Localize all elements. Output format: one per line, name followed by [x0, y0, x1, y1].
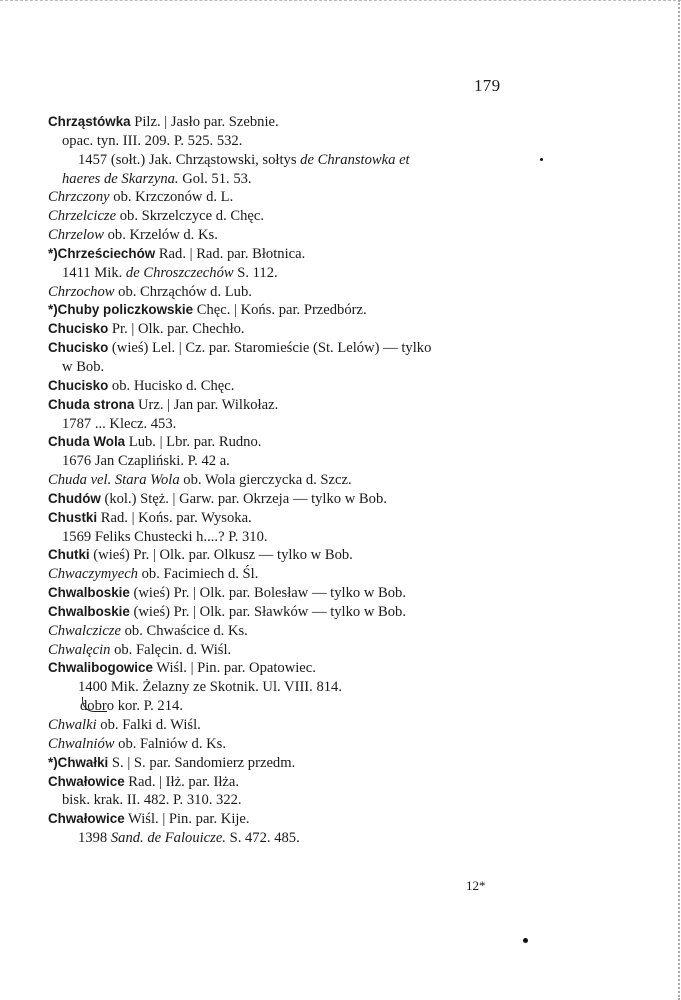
- italic-text: Chwaczymyech: [48, 566, 138, 583]
- entry-text: (wieś) Pr. | Olk. par. Olkusz — tylko w Bob.: [89, 547, 353, 564]
- entry-continuation: [48, 678, 518, 697]
- entry-text: Lub. | Lbr. par. Rudno.: [125, 434, 262, 451]
- italic-text: Chrzochow: [48, 283, 115, 300]
- entry-continuation: [48, 170, 518, 189]
- italic-text: Chwalczicze: [48, 622, 121, 639]
- entry-text: Rad. | Rad. par. Błotnica.: [155, 245, 306, 262]
- entry-text: ob. Krzczonów d. L.: [109, 189, 234, 206]
- entry-text: ob. Falęcin. d. Wiśl.: [110, 641, 232, 658]
- place-name-bold: Chudów: [48, 490, 101, 506]
- place-name-bold: Chucisko: [48, 321, 109, 337]
- entry-continuation: [48, 697, 518, 716]
- entry-headline: [48, 490, 518, 509]
- entry-text: Urz. | Jan par. Wilkołaz.: [134, 396, 279, 413]
- italic-text: Chrzelcicze: [48, 208, 117, 225]
- place-name-bold: Chwałowice: [48, 773, 125, 789]
- entry-text: 1457 (sołt.) Jak. Chrząstowski, sołtys: [78, 151, 301, 168]
- place-name-bold: *)Chwałki: [48, 754, 109, 770]
- entry-text: ob. Falniów d. Ks.: [114, 735, 226, 752]
- entry-headline: [48, 245, 518, 264]
- place-name-bold: *)Chuby policzkowskie: [48, 302, 194, 318]
- entry-headline: [48, 226, 518, 245]
- entry-headline: [48, 509, 518, 528]
- entry-text: ob. Wola gierczycka d. Szcz.: [179, 472, 352, 489]
- entry-continuation: [48, 132, 518, 151]
- entry-continuation: [48, 151, 518, 170]
- place-name-bold: Chuda strona: [48, 396, 135, 412]
- entry-text: ob. Falki d. Wiśl.: [96, 717, 201, 733]
- entry-text: ob. Chrząchów d. Lub.: [114, 283, 252, 300]
- entry-text: Pr. | Olk. par. Chechło.: [108, 321, 245, 338]
- italic-text: Chrzczony: [48, 189, 110, 206]
- entry-headline: [48, 396, 518, 415]
- italic-text: Chuda vel. Stara Wola: [48, 472, 180, 489]
- entry-text: Wiśl. | Pin. par. Kije.: [124, 811, 250, 828]
- entry-continuation: [48, 829, 518, 848]
- entry-text: Gol. 51. 53.: [178, 170, 252, 187]
- place-name-bold: Chrząstówka: [48, 114, 131, 129]
- place-name-bold: Chuda Wola: [48, 434, 126, 450]
- ink-speck: [523, 938, 528, 943]
- place-name-bold: Chwalboskie: [48, 603, 130, 619]
- entry-text: ob. Skrzelczyce d. Chęc.: [116, 208, 264, 225]
- entry-headline: [48, 188, 518, 207]
- scan-top-edge: [0, 0, 681, 4]
- entry-continuation: [48, 452, 518, 471]
- entry-text: ob. Hucisko d. Chęc.: [108, 377, 235, 394]
- entry-text: bisk. krak. II. 482. P. 310. 322.: [62, 792, 242, 809]
- italic-text: Chwalęcin: [48, 641, 111, 658]
- entry-text: S. 472. 485.: [225, 830, 300, 847]
- entry-headline: [48, 603, 518, 622]
- entry-text: 1400 Mik. Żelazny ze Skotnik. Ul. VIII. 814.: [78, 679, 342, 696]
- entry-text: dobro kor. P. 214.: [80, 698, 183, 715]
- entry-text: Chęc. | Końs. par. Przedbórz.: [193, 302, 367, 319]
- place-name-bold: Chwalboskie: [48, 585, 130, 601]
- entry-headline: [48, 546, 518, 565]
- entry-headline: [48, 283, 518, 302]
- entry-headline: [48, 659, 518, 678]
- entry-continuation: [48, 264, 518, 283]
- entry-headline: [48, 339, 518, 358]
- italic-text: de Chroszczechów: [125, 264, 234, 281]
- entry-headline: [48, 471, 518, 490]
- scan-right-edge: [678, 0, 680, 1000]
- entry-headline: [48, 810, 518, 829]
- entry-continuation: [48, 528, 518, 547]
- entry-text: ob. Chwaścice d. Ks.: [120, 622, 248, 639]
- entry-headline: [48, 565, 518, 584]
- entry-text: (wieś) Pr. | Olk. par. Bolesław — tylko w Bob.: [129, 585, 406, 602]
- entry-headline: [48, 735, 518, 754]
- entry-headline: [48, 377, 518, 396]
- entry-text: (wieś) Lel. | Cz. par. Staromieście (St. Lelów) — tylko: [108, 340, 432, 357]
- italic-text: Chwalki: [48, 717, 97, 733]
- entry-text: Rad. | Końs. par. Wysoka.: [97, 509, 252, 526]
- place-name-bold: Chucisko: [48, 377, 109, 393]
- entry-headline: [48, 754, 518, 773]
- place-name-bold: Chwałowice: [48, 811, 125, 827]
- entry-text: w Bob.: [62, 358, 105, 375]
- italic-text: de Chranstowka et: [300, 151, 410, 168]
- gazetteer-entries: [48, 113, 518, 848]
- place-name-bold: Chwalibogowice: [48, 660, 153, 676]
- entry-headline: [48, 622, 518, 641]
- entry-headline: [48, 584, 518, 603]
- entry-text: ob. Facimiech d. Śl.: [137, 566, 259, 583]
- entry-continuation: [48, 358, 518, 377]
- entry-text: 1398: [78, 830, 111, 847]
- entry-text: (kol.) Stęż. | Garw. par. Okrzeja — tylko w Bob.: [100, 490, 387, 507]
- entry-text: 1676 Jan Czapliński. P. 42 a.: [62, 453, 230, 470]
- entry-text: Pilz. | Jasło par. Szebnie.: [130, 114, 279, 130]
- place-name-bold: Chutki: [48, 547, 90, 563]
- place-name-bold: *)Chrześciechów: [48, 245, 156, 261]
- italic-text: Sand. de Falouicze.: [110, 830, 226, 847]
- entry-continuation: [48, 415, 518, 434]
- entry-text: 1787 ... Klecz. 453.: [62, 415, 177, 432]
- entry-headline: [48, 433, 518, 452]
- entry-headline: [48, 207, 518, 226]
- entry-text: (wieś) Pr. | Olk. par. Sławków — tylko w Bob.: [129, 603, 406, 620]
- entry-text: opac. tyn. III. 209. P. 525. 532.: [62, 132, 243, 149]
- place-name-bold: Chustki: [48, 509, 98, 525]
- entry-headline: [48, 773, 518, 792]
- entry-text: S. 112.: [233, 264, 278, 281]
- place-name-bold: Chucisko: [48, 340, 109, 356]
- entry-headline: [48, 301, 518, 320]
- italic-text: Chrzelow: [48, 227, 104, 244]
- entry-headline: [48, 716, 518, 735]
- italic-text: haeres de Skarzyna.: [62, 170, 179, 187]
- entry-text: Rad. | Iłż. par. Iłża.: [124, 773, 240, 790]
- entry-text: Wiśl. | Pin. par. Opatowiec.: [152, 660, 316, 677]
- entry-text: 1569 Feliks Chustecki h....? P. 310.: [62, 528, 268, 545]
- entry-text: S. | S. par. Sandomierz przedm.: [108, 754, 296, 771]
- entry-headline: [48, 641, 518, 660]
- entry-text: 1411 Mik.: [62, 264, 126, 281]
- ink-speck: [540, 158, 543, 161]
- entry-continuation: [48, 791, 518, 810]
- italic-text: Chwalniów: [48, 735, 115, 752]
- entry-headline: [48, 113, 518, 132]
- page-number: 179: [474, 76, 501, 95]
- entry-text: ob. Krzelów d. Ks.: [103, 227, 218, 244]
- signature-mark: 12*: [466, 878, 486, 893]
- entry-headline: [48, 320, 518, 339]
